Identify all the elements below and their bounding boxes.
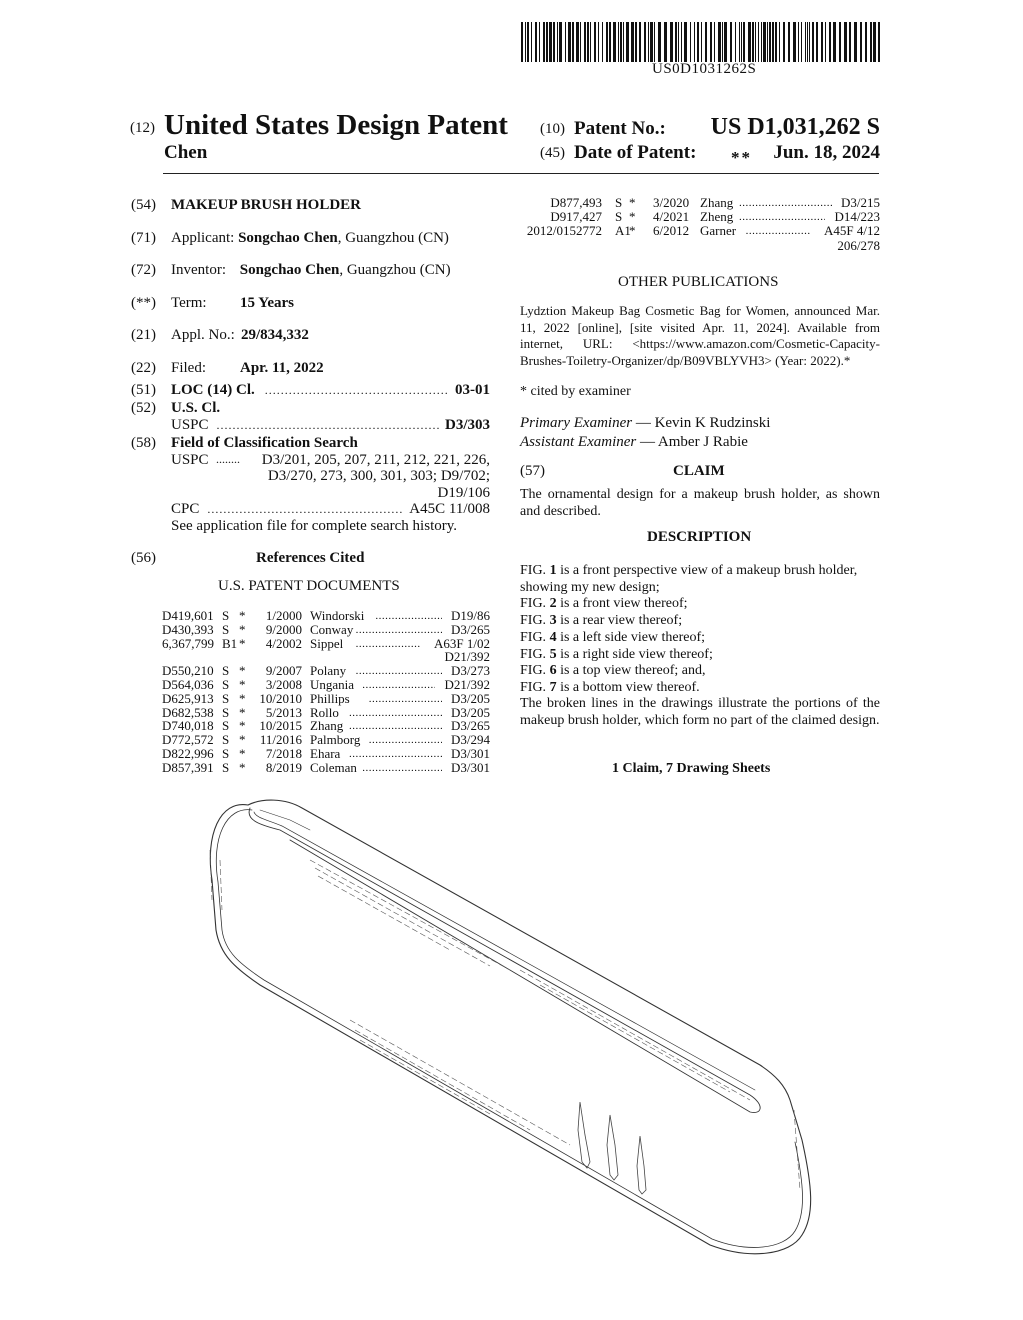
date-of-patent-label: Date of Patent: [574,142,697,163]
reference-name: Rollo [310,704,339,720]
figure-number: 6 [549,663,557,679]
reference-class: D3/265 [451,718,490,734]
reference-class: D3/294 [451,732,490,748]
figure-description-line [520,647,882,664]
reference-kind: S [222,608,230,623]
reference-date: 1/2000 [265,608,302,623]
reference-name: Polany [310,663,347,679]
code-12: (12) [130,120,155,136]
figure-number: 2 [549,596,557,612]
reference-class: D3/215 [841,195,880,210]
figure-prefix: FIG. [520,563,550,578]
date-marker: ** [731,148,752,167]
patent-number-label: Patent No.: [574,118,666,139]
reference-leader [349,706,442,720]
reference-date: 10/2015 [259,718,302,734]
references-cited-title: References Cited [256,550,365,566]
reference-kind: S [222,677,230,692]
description-title: DESCRIPTION [647,529,752,545]
figure-number: 7 [549,679,557,695]
reference-number: D822,996 [162,746,214,761]
refs-code: (56) [131,550,156,566]
figure-text: is a front view thereof; [556,596,688,612]
reference-kind: S [615,195,623,210]
garner-extra-class: 206/278 [837,238,880,253]
field-uspc-line3: D19/106 [437,485,490,501]
uspc-leader [217,418,441,433]
other-publications-title: OTHER PUBLICATIONS [618,274,779,290]
reference-class: D3/301 [451,759,490,775]
filed-code: (22) [131,360,156,376]
reference-number: D857,391 [162,759,214,775]
figure-number: 1 [549,563,557,578]
term-code: (**) [131,295,156,311]
reference-leader [739,196,832,210]
reference-row [520,224,880,238]
primary-examiner-line [520,415,770,432]
reference-name: Ehara [310,746,341,761]
reference-number: D564,036 [162,677,214,692]
reference-class: A63F 1/02 [434,635,490,651]
reference-kind: S [222,690,230,706]
reference-leader [369,733,442,747]
figure-description-line [520,596,882,613]
title-code: (54) [131,197,156,213]
reference-kind: S [222,663,230,679]
reference-name: Conway [310,621,354,637]
reference-date: 6/2012 [653,223,690,238]
reference-leader [746,224,811,238]
reference-name: Garner [700,223,737,238]
reference-kind: S [615,209,623,224]
reference-kind: S [222,746,230,761]
field-uspc-line2: D3/270, 273, 300, 301, 303; D9/702; [267,468,490,484]
reference-class: D3/205 [451,690,490,706]
inventor-label: Inventor: [171,262,226,278]
uscl-code: (52) [131,400,156,416]
other-publication-entry: Lydztion Makeup Bag Cosmetic Bag for Women, announced Mar. 11, 2022 [online], [site visited Apr. 11, 2024]. Available from internet, URL: <https://www.amazon.com/Cosmetic-Capacity-Brushes-Toiletry-Organizer/dp/B09VBLYVH3> (Year: 2022).* [520,303,880,368]
figure-description-line [520,680,882,697]
term-value: 15 Years [240,295,295,311]
appl-label: Appl. No.: [171,327,235,343]
loc-code: (51) [131,382,156,398]
reference-star: * [239,718,246,734]
primary-examiner-label: Primary Examiner [520,415,633,431]
claim-title: CLAIM [673,463,725,479]
reference-name: Zhang [310,718,344,734]
claims-summary: 1 Claim, 7 Drawing Sheets [612,761,771,776]
figure-text: showing my new design; [520,579,660,595]
claim-text: The ornamental design for a makeup brush holder, as shown and described. [520,487,880,519]
field-uspc-line1: D3/201, 205, 207, 211, 212, 221, 226, [261,452,490,468]
figure-number: 3 [549,613,557,629]
reference-class: A45F 4/12 [824,223,880,238]
reference-star: * [239,690,246,706]
reference-kind: S [222,759,230,775]
reference-kind: S [222,704,230,720]
reference-leader [739,210,825,224]
barcode-number: US0D1031262S [652,61,757,77]
figure-description-line [520,630,882,647]
reference-date: 9/2000 [265,621,302,637]
reference-name: Ungania [310,677,355,692]
reference-number: 2012/0152772 [526,223,602,238]
figure-text: is a front perspective view of a makeup brush holder, [556,563,858,578]
figure-text: is a top view thereof; and, [556,663,706,679]
reference-number: D740,018 [162,718,214,734]
cpc-value: A45C 11/008 [409,501,490,517]
reference-leader [356,637,421,651]
reference-name: Sippel [310,635,344,651]
figure-prefix: FIG. [520,613,550,629]
reference-number: D550,210 [162,663,214,679]
filed-label: Filed: [171,360,207,376]
figure-description-line [520,580,882,597]
search-history-note: See application file for complete search history. [171,518,458,534]
reference-number: D917,427 [550,209,602,224]
loc-line [171,382,490,399]
reference-name: Palmborg [310,732,361,748]
reference-date: 11/2016 [259,732,302,748]
reference-date: 5/2013 [265,704,302,720]
reference-row [162,678,491,692]
claim-code: (57) [520,463,545,479]
reference-star: * [239,621,246,637]
assistant-examiner-line [520,434,748,451]
reference-leader [349,719,442,733]
reference-date: 10/2010 [259,690,302,706]
reference-leader [362,761,442,775]
reference-date: 4/2021 [653,209,690,224]
reference-row [520,210,880,224]
filed-value: Apr. 11, 2022 [240,360,324,376]
reference-class: D14/223 [834,209,880,224]
reference-leader [362,678,435,692]
applicant-code: (71) [131,230,156,246]
reference-name: Phillips [310,690,350,706]
reference-row [162,692,491,706]
figure-text: is a left side view thereof; [556,629,706,645]
figure-number: 4 [549,629,557,645]
reference-class: D19/86 [451,608,490,623]
loc-label: LOC (14) Cl. [171,382,255,398]
reference-class: D3/265 [451,621,490,637]
reference-star: * [629,223,636,238]
assistant-examiner-label: Assistant Examiner [520,434,637,450]
reference-star: * [239,608,246,623]
reference-name: Zheng [700,209,734,224]
reference-star: * [239,704,246,720]
reference-class: D3/301 [451,746,490,761]
inventor-code: (72) [131,262,156,278]
uspc-line [171,417,490,434]
inventor-name: Songchao Chen [239,262,340,278]
reference-date: 9/2007 [265,663,302,679]
applicant-location: , Guangzhou (CN) [337,230,449,246]
reference-row [162,623,491,637]
us-patent-documents-title: U.S. PATENT DOCUMENTS [218,578,400,594]
patent-number: US D1,031,262 S [710,114,880,140]
reference-class: D21/392 [444,649,490,665]
appl-value: 29/834,332 [241,327,309,343]
cpc-leader [207,502,403,517]
reference-date: 8/2019 [265,759,302,775]
applicant-name: Songchao Chen [238,230,338,246]
applicant-surname: Chen [164,142,208,163]
field-uspc-leader: ........ [216,452,240,466]
figure-prefix: FIG. [520,596,550,612]
barcode-image [521,22,881,62]
reference-date: 7/2018 [265,746,302,761]
reference-kind: S [222,621,230,637]
reference-leader [356,623,442,637]
figure-text: is a right side view thereof; [556,646,713,662]
cpc-line [171,501,490,518]
reference-row [162,761,491,775]
code-45: (45) [540,145,565,161]
figure-description-line [520,563,882,580]
makeup-brush-holder-drawing [190,790,830,1260]
date-of-patent: Jun. 18, 2024 [773,142,880,163]
figure-prefix: FIG. [520,679,550,695]
header-rule [163,173,879,174]
reference-number: D625,913 [162,690,214,706]
reference-class: D3/205 [451,704,490,720]
reference-number: D772,572 [162,732,214,748]
cpc-label: CPC [171,501,200,517]
reference-star: * [629,209,636,224]
figure-prefix: FIG. [520,629,550,645]
inventor-line [171,262,451,279]
loc-leader [265,383,449,398]
reference-date: 3/2020 [653,195,690,210]
figure-text: is a rear view thereof; [556,613,683,629]
reference-leader [369,692,442,706]
reference-leader [349,747,442,761]
field-code: (58) [131,435,156,451]
reference-number: 6,367,799 [162,635,214,651]
uscl-label: U.S. Cl. [171,400,221,416]
reference-number: D419,601 [162,608,214,623]
reference-row [162,609,491,623]
figure-text: is a bottom view thereof. [556,679,700,695]
reference-kind: S [222,718,230,734]
reference-number: D877,493 [550,195,602,210]
reference-date: 3/2008 [265,677,302,692]
figure-description-line [520,663,882,680]
inventor-location: , Guangzhou (CN) [339,262,451,278]
reference-date: 4/2002 [265,635,302,651]
reference-row [162,637,491,651]
reference-class: D3/273 [451,663,490,679]
reference-class: D21/392 [444,677,490,692]
loc-value: 03-01 [455,382,490,398]
applicant-label: Applicant: [171,230,235,246]
reference-star: * [239,663,246,679]
figure-prefix: FIG. [520,663,550,679]
assistant-examiner-name: — Amber J Rabie [636,434,748,450]
reference-name: Coleman [310,759,357,775]
broken-lines-text: The broken lines in the drawings illustrate the portions of the makeup brush holder, which form no part of the claimed design. [520,696,880,728]
uspc-label: USPC [171,417,209,433]
reference-kind: A1 [615,223,631,238]
reference-star: * [629,195,636,210]
reference-kind: B1 [222,635,238,651]
reference-number: D682,538 [162,704,214,720]
appl-code: (21) [131,327,156,343]
reference-row [520,196,880,210]
field-uspc-label: USPC [171,452,209,468]
primary-examiner-name: — Kevin K Rudzinski [632,415,771,431]
reference-number: D430,393 [162,621,214,637]
applicant-line [171,230,449,247]
term-label: Term: [171,295,207,311]
reference-row [162,747,491,761]
reference-name: Zhang [700,195,734,210]
reference-star: * [239,677,246,692]
document-type: United States Design Patent [164,109,508,141]
figure-description-line [520,613,882,630]
field-label: Field of Classification Search [171,435,358,451]
reference-leader [375,609,442,623]
reference-leader [356,664,442,678]
patent-title: MAKEUP BRUSH HOLDER [171,197,362,213]
reference-name: Windorski [310,608,365,623]
figure-number: 5 [549,646,557,662]
figure-prefix: FIG. [520,646,550,662]
cited-by-examiner-note: * cited by examiner [520,384,631,399]
reference-star: * [239,732,246,748]
uspc-value: D3/303 [445,417,490,433]
reference-star: * [239,746,246,761]
reference-star: * [239,635,246,651]
code-10: (10) [540,121,565,137]
reference-star: * [239,759,246,775]
reference-kind: S [222,732,230,748]
